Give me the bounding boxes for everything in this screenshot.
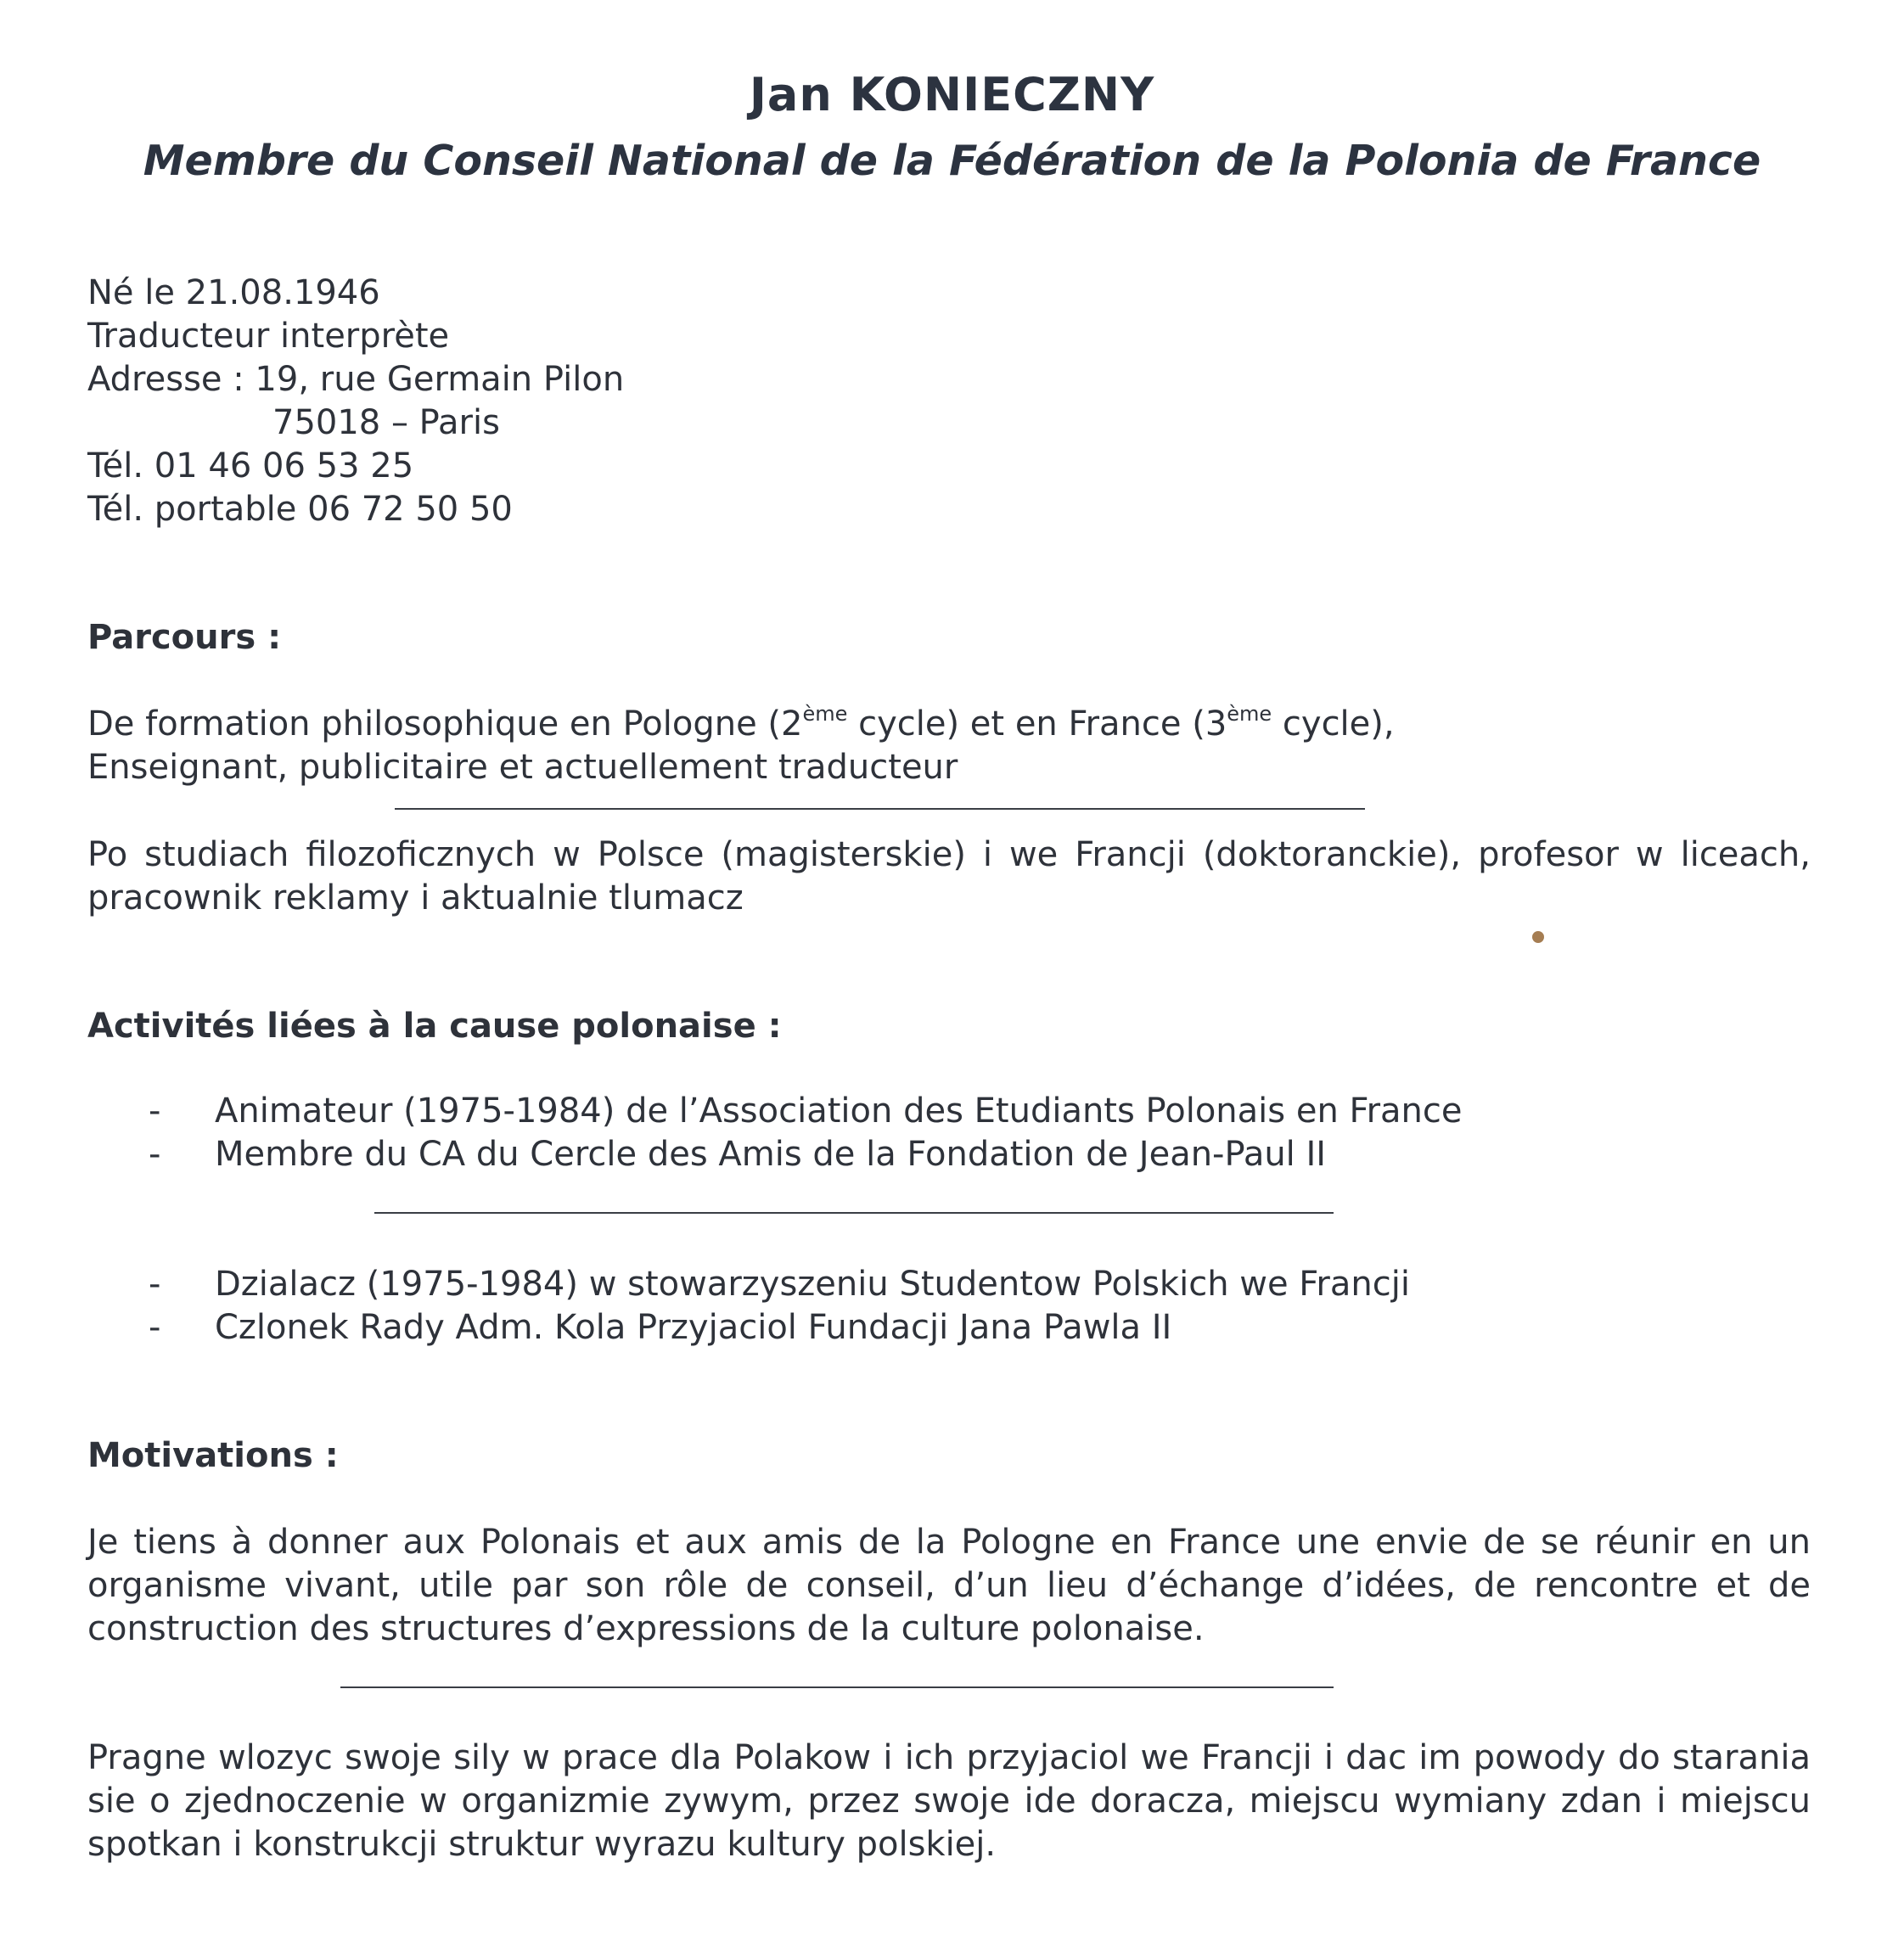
list-item [149,1133,1463,1176]
parcours-french-line-2: Enseignant, publicitaire et actuellement traducteur [87,748,958,787]
scan-speck [1532,931,1544,943]
list-item [149,1090,1463,1133]
separator-rule [340,1686,1334,1688]
list-item-text: Animateur (1975-1984) de l’Association des Etudiants Polonais en France [215,1092,1463,1131]
identity-block [87,272,1811,531]
parcours-polish: Po studiach filozoficznych w Polsce (magisterskie) i we Francji (doktoranckie), profesor w liceach, pracownik reklamy i aktualnie tlumacz [87,835,1811,918]
bullet-dash: - [149,1135,161,1174]
motivations-french: Je tiens à donner aux Polonais et aux amis de la Pologne en France une envie de se réunir en un organisme vivant, utile par son rôle de conseil, d’un lieu d’échange d’idées, de rencontre et de construction des structures d’expressions de la culture polonaise. [87,1523,1811,1648]
birth-date: Né le 21.08.1946 [87,273,380,312]
parcours-heading: Parcours : [87,618,282,657]
bullet-dash: - [149,1265,161,1304]
activites-heading: Activités liées à la cause polonaise : [87,1007,782,1046]
separator-rule [374,1212,1334,1214]
parcours-text-part: cycle), [1272,704,1395,744]
address-line-1: Adresse : 19, rue Germain Pilon [87,360,625,399]
motivations-heading: Motivations : [87,1436,339,1475]
separator-rule [395,808,1365,810]
person-name: Jan KONIECZNY [749,68,1155,121]
superscript: ème [1227,702,1272,726]
list-item-text: Membre du CA du Cercle des Amis de la Fondation de Jean-Paul II [215,1135,1327,1174]
document-header [0,59,1904,192]
profession: Traducteur interprète [87,317,450,356]
parcours-text-part: cycle) et en France (3 [847,704,1227,744]
list-item-text: Czlonek Rady Adm. Kola Przyjaciol Fundacji Jana Pawla II [215,1308,1172,1347]
mobile-phone: Tél. portable 06 72 50 50 [87,490,513,529]
activites-french-list [149,1090,1463,1176]
list-item-text: Dzialacz (1975-1984) w stowarzyszeniu Studentow Polskich we Francji [215,1265,1410,1304]
list-item [149,1306,1410,1350]
activites-polish-list [149,1263,1410,1350]
bullet-dash: - [149,1092,161,1131]
parcours-text-part: De formation philosophique en Pologne (2 [87,704,803,744]
address-line-2: 75018 – Paris [272,403,500,442]
phone: Tél. 01 46 06 53 25 [87,446,414,485]
bullet-dash: - [149,1308,161,1347]
parcours-french-line-1 [87,703,1811,746]
parcours-french [87,703,1811,789]
person-role: Membre du Conseil National de la Fédération de la Polonia de France [143,137,1761,185]
motivations-polish: Pragne wlozyc swoje sily w prace dla Polakow i ich przyjaciol we Francji i dac im powody do starania sie o zjednoczenie w organizmie zywym, przez swoje ide doracza, miejscu wymiany zdan i miejscu spotkan i konstrukcji struktur wyrazu kultury polskiej. [87,1738,1811,1864]
list-item [149,1263,1410,1306]
superscript: ème [802,702,848,726]
